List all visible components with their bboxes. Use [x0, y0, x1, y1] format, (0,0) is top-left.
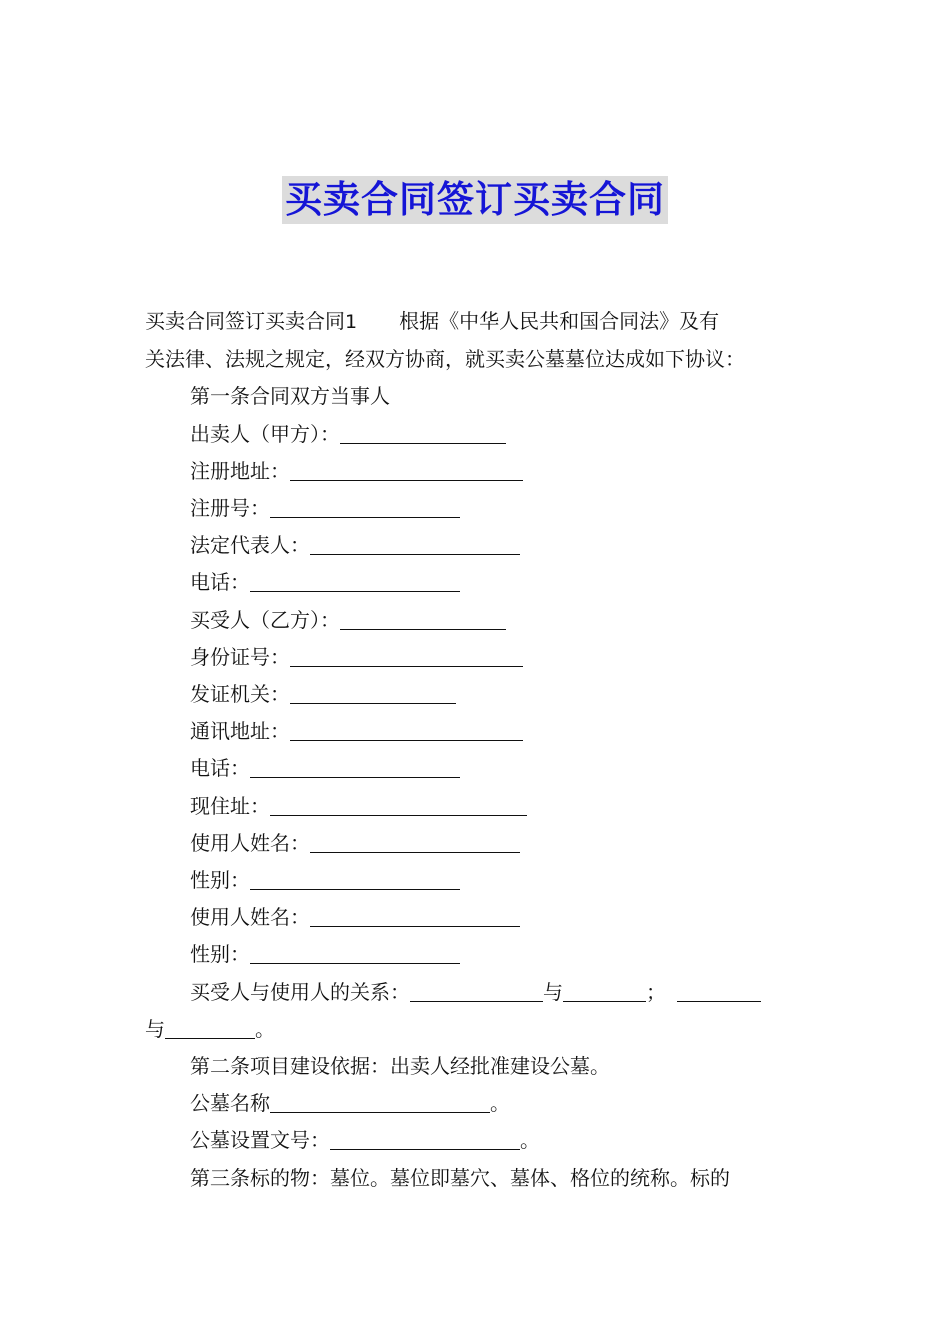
field-label: 使用人姓名： — [190, 905, 310, 930]
line-end: 。 — [490, 1091, 510, 1116]
field-label: 性别： — [190, 868, 250, 893]
field-label: 发证机关： — [190, 682, 290, 707]
field-current-address — [145, 788, 810, 825]
intro-text: 根据《中华人民共和国合同法》及有 — [399, 309, 720, 333]
relation-line-1 — [145, 974, 810, 1011]
line-end: 。 — [520, 1128, 540, 1153]
fill-blank — [563, 979, 646, 1002]
field-label: 公墓名称 — [190, 1091, 270, 1116]
fill-blank — [290, 458, 523, 481]
field-phone-1 — [145, 564, 810, 601]
fill-blank — [340, 421, 506, 444]
title-text: 买卖合同签订买卖合同 — [282, 176, 668, 224]
relation-label: 买受人与使用人的关系： — [190, 979, 410, 1004]
field-reg-address — [145, 453, 810, 490]
fill-blank — [290, 718, 523, 741]
cemetery-name-line — [145, 1085, 810, 1122]
relation-with: 与 — [543, 979, 563, 1004]
field-user-name-2 — [145, 899, 810, 936]
intro-line-2: 关法律、法规之规定，经双方协商，就买卖公墓墓位达成如下协议： — [145, 347, 745, 372]
field-label: 注册号： — [190, 496, 270, 521]
relation-semicolon: ； — [646, 979, 666, 1004]
field-label: 公墓设置文号： — [190, 1128, 330, 1153]
intro-heading: 买卖合同签订买卖合同 — [145, 309, 345, 333]
relation-with: 与 — [145, 1016, 165, 1041]
fill-blank — [310, 830, 520, 853]
fill-blank — [250, 755, 460, 778]
fill-blank — [310, 532, 520, 555]
field-buyer — [145, 602, 810, 639]
field-phone-2 — [145, 750, 810, 787]
relation-end: 。 — [255, 1016, 275, 1041]
field-label: 电话： — [190, 756, 250, 781]
field-id-no — [145, 639, 810, 676]
field-label: 使用人姓名： — [190, 830, 310, 855]
fill-blank — [250, 941, 460, 964]
field-gender-2 — [145, 936, 810, 973]
fill-blank — [330, 1127, 520, 1150]
fill-blank — [410, 979, 543, 1002]
field-user-name-1 — [145, 825, 810, 862]
field-label: 性别： — [190, 942, 250, 967]
fill-blank — [290, 644, 523, 667]
field-label: 买受人（乙方）： — [190, 607, 340, 632]
field-label: 身份证号： — [190, 644, 290, 669]
document-body — [145, 303, 810, 1197]
field-label: 现住址： — [190, 793, 270, 818]
field-label: 法定代表人： — [190, 533, 310, 558]
fill-blank — [165, 1016, 255, 1039]
field-label: 通讯地址： — [190, 719, 290, 744]
article-3: 第三条标的物：墓位。墓位即墓穴、墓体、格位的统称。标的 — [190, 1165, 730, 1190]
fill-blank — [270, 495, 460, 518]
fill-blank — [250, 569, 460, 592]
cemetery-doc-line — [145, 1122, 810, 1159]
field-label: 电话： — [190, 570, 250, 595]
fill-blank — [270, 1090, 490, 1113]
field-issuer — [145, 676, 810, 713]
field-gender-1 — [145, 862, 810, 899]
intro-number: 1 — [345, 311, 358, 333]
fill-blank — [250, 867, 460, 890]
field-reg-no — [145, 490, 810, 527]
article-1-heading: 第一条合同双方当事人 — [190, 384, 390, 409]
field-seller — [145, 416, 810, 453]
fill-blank — [340, 607, 506, 630]
article-2: 第二条项目建设依据：出卖人经批准建设公墓。 — [190, 1054, 610, 1079]
document-title — [0, 176, 950, 231]
fill-blank — [310, 904, 520, 927]
intro-line-1 — [145, 303, 810, 341]
field-label: 出卖人（甲方）： — [190, 421, 340, 446]
field-legal-rep — [145, 527, 810, 564]
field-label: 注册地址： — [190, 458, 290, 483]
fill-blank — [270, 793, 527, 816]
fill-blank — [677, 979, 761, 1002]
relation-line-2 — [145, 1011, 810, 1048]
field-mail-address — [145, 713, 810, 750]
fill-blank — [290, 681, 456, 704]
